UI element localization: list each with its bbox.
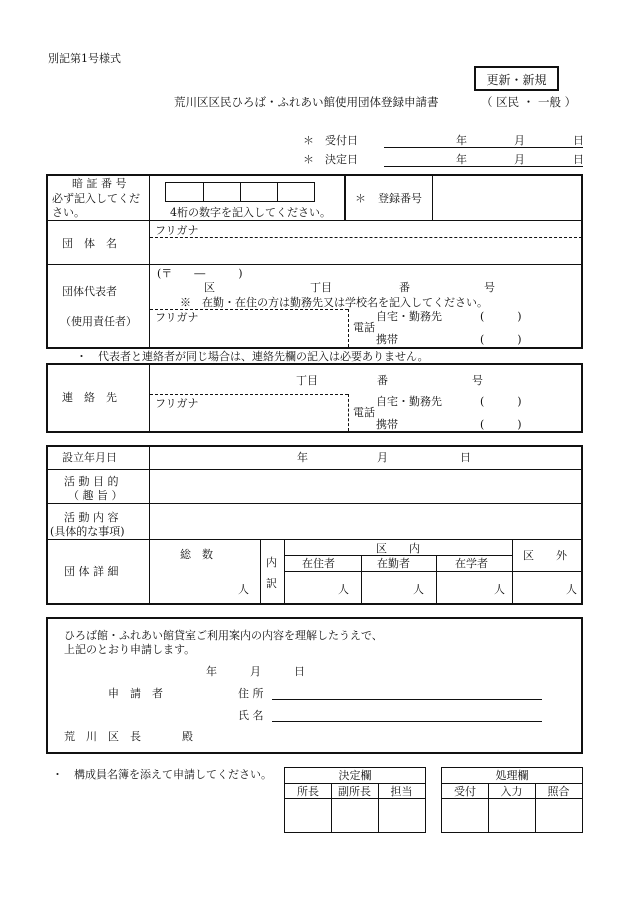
rep-phone-divider xyxy=(348,309,349,347)
decision-box-title: 決定欄 xyxy=(338,769,372,782)
inward-label: 区 内 xyxy=(376,542,420,555)
inward-line xyxy=(284,555,512,556)
decision-asterisk: ＊ xyxy=(303,153,314,166)
receipt-asterisk: ＊ xyxy=(303,134,314,147)
regno-asterisk: ＊ xyxy=(355,192,366,205)
member-list-note: ・ 構成員名簿を添えて申請してください。 xyxy=(52,768,272,781)
contact-furigana-line xyxy=(150,394,348,395)
decision-year: 年 xyxy=(456,153,467,166)
contact-phone: 電話 xyxy=(353,406,375,419)
pin-digit-sep xyxy=(277,183,278,201)
group-name-furigana: フリガナ xyxy=(155,224,199,237)
name-label: 氏 名 xyxy=(238,709,264,722)
rep-go: 号 xyxy=(484,281,495,294)
founded-month: 月 xyxy=(377,451,388,464)
representative-label: 団体代表者 xyxy=(62,285,117,298)
receipt-month: 月 xyxy=(514,134,525,147)
stamp-col-director: 所長 xyxy=(297,785,319,798)
outward-unit: 人 xyxy=(566,583,577,596)
resident-unit: 人 xyxy=(338,583,349,596)
total-unit: 人 xyxy=(238,583,249,596)
contact-label: 連 絡 先 xyxy=(62,391,117,404)
page-title: 荒川区区民ひろば・ふれあい館使用団体登録申請書 xyxy=(174,95,439,109)
category-line xyxy=(284,571,582,572)
stamp-col-input: 入力 xyxy=(500,785,523,798)
row-line xyxy=(47,469,582,470)
contact-phone-divider xyxy=(348,394,349,431)
pin-input[interactable] xyxy=(165,182,315,202)
stamp-col-reception: 受付 xyxy=(454,785,476,798)
pin-label-2: 必ず記入してくだ xyxy=(52,192,140,205)
declaration-line-1: ひろば館・ふれあい館貸室ご利用案内の内容を理解したうえで、 xyxy=(64,629,383,642)
address-line xyxy=(272,699,542,700)
decision-month: 月 xyxy=(514,153,525,166)
rep-mobile: 携帯 xyxy=(376,333,398,346)
rep-ku: 区 xyxy=(204,281,215,294)
title-type: （ 区民 ・ 一般 ） xyxy=(481,95,577,109)
student-label: 在学者 xyxy=(455,557,488,570)
rep-chome: 丁目 xyxy=(310,281,332,294)
stamp-line xyxy=(442,783,582,784)
process-box-title: 処理欄 xyxy=(495,769,529,782)
decision-day: 日 xyxy=(573,153,584,166)
address-label: 住 所 xyxy=(238,687,264,700)
rep-furigana-line xyxy=(150,309,348,310)
regno-label: 登録番号 xyxy=(378,192,422,205)
process-stamp-box xyxy=(441,767,583,833)
furigana-line xyxy=(150,237,582,238)
worker-label: 在勤者 xyxy=(377,557,410,570)
pin-digit-sep xyxy=(203,183,204,201)
applicant-label: 申 請 者 xyxy=(108,687,163,700)
breakdown-label-1: 内 xyxy=(266,556,277,569)
stamp-line xyxy=(442,798,582,799)
row-line xyxy=(47,264,582,265)
stamp-col-staff: 担当 xyxy=(390,785,413,798)
contact-go: 号 xyxy=(472,374,483,387)
purpose-label: 活 動 目 的 xyxy=(64,475,119,488)
rep-ban: 番 xyxy=(399,281,410,294)
pin-label-3: さい。 xyxy=(52,206,85,219)
postal-code: (〒 ― ) xyxy=(157,267,243,280)
contact-paren-2: ( ) xyxy=(480,418,522,431)
stamp-line xyxy=(285,798,425,799)
rep-note: ※ 在勤・在住の方は勤務先又は学校名を記入してください。 xyxy=(180,296,488,309)
cat-divider xyxy=(361,555,362,603)
contact-ban: 番 xyxy=(377,374,388,387)
purpose-label-2: （ 趣 旨 ） xyxy=(68,489,123,502)
contact-furigana: フリガナ xyxy=(155,397,199,410)
stamp-col-check: 照合 xyxy=(547,785,570,798)
breakdown-label-2: 訳 xyxy=(266,577,277,590)
total-label: 総 数 xyxy=(180,548,213,561)
rep-paren-2: ( ) xyxy=(480,333,522,346)
receipt-day: 日 xyxy=(573,134,584,147)
content-label-2: (具体的な事項) xyxy=(50,525,125,538)
founded-day: 日 xyxy=(460,451,471,464)
mode-box-label: 更新・新規 xyxy=(486,73,547,87)
group-name-label: 団 体 名 xyxy=(62,237,117,250)
outward-label: 区 外 xyxy=(523,549,567,562)
table-divider xyxy=(149,175,150,347)
receipt-label: 受付日 xyxy=(325,134,358,147)
decision-label: 決定日 xyxy=(325,153,358,166)
rep-home-work: 自宅・勤務先 xyxy=(376,310,442,323)
same-contact-note: ・ 代表者と連絡者が同じ場合は、連絡先欄の記入は必要ありません。 xyxy=(76,350,429,363)
row-line xyxy=(47,503,582,504)
rep-furigana: フリガナ xyxy=(155,311,199,324)
contact-chome: 丁目 xyxy=(296,374,318,387)
rep-paren-1: ( ) xyxy=(480,310,522,323)
mode-box xyxy=(474,66,559,91)
contact-mobile: 携帯 xyxy=(376,418,398,431)
outward-divider xyxy=(512,540,513,603)
details-label: 団 体 詳 細 xyxy=(64,565,119,578)
contact-paren-1: ( ) xyxy=(480,395,522,408)
declaration-line-2: 上記のとおり申請します。 xyxy=(64,643,196,656)
pin-hint: 4桁の数字を記入してください。 xyxy=(170,206,331,219)
receipt-underline xyxy=(384,147,583,148)
name-line xyxy=(272,721,542,722)
pin-label: 暗 証 番 号 xyxy=(72,177,127,190)
decision-stamp-box xyxy=(284,767,426,833)
regno-divider xyxy=(432,175,433,220)
contact-home-work: 自宅・勤務先 xyxy=(376,395,442,408)
receipt-year: 年 xyxy=(456,134,467,147)
stamp-line xyxy=(285,783,425,784)
stamp-col-deputy: 副所長 xyxy=(338,785,371,798)
row-line xyxy=(47,539,582,540)
pin-divider xyxy=(344,175,346,220)
resident-label: 在住者 xyxy=(302,557,335,570)
founded-year: 年 xyxy=(297,451,308,464)
mayor-label: 荒 川 区 長 xyxy=(64,730,141,743)
rep-phone: 電話 xyxy=(353,321,375,334)
form-id: 別記第1号様式 xyxy=(48,52,121,65)
founded-label: 設立年月日 xyxy=(62,451,117,464)
contact-divider xyxy=(149,364,150,431)
row-line xyxy=(47,220,582,221)
worker-unit: 人 xyxy=(413,583,424,596)
student-unit: 人 xyxy=(494,583,505,596)
representative-label-2: （使用責任者） xyxy=(60,315,137,328)
declaration-date: 年 月 日 xyxy=(206,665,305,678)
decision-underline xyxy=(384,166,583,167)
dono-label: 殿 xyxy=(182,730,193,743)
content-label: 活 動 内 容 xyxy=(64,511,119,524)
total-divider xyxy=(260,540,261,603)
pin-digit-sep xyxy=(240,183,241,201)
cat-divider xyxy=(436,555,437,603)
